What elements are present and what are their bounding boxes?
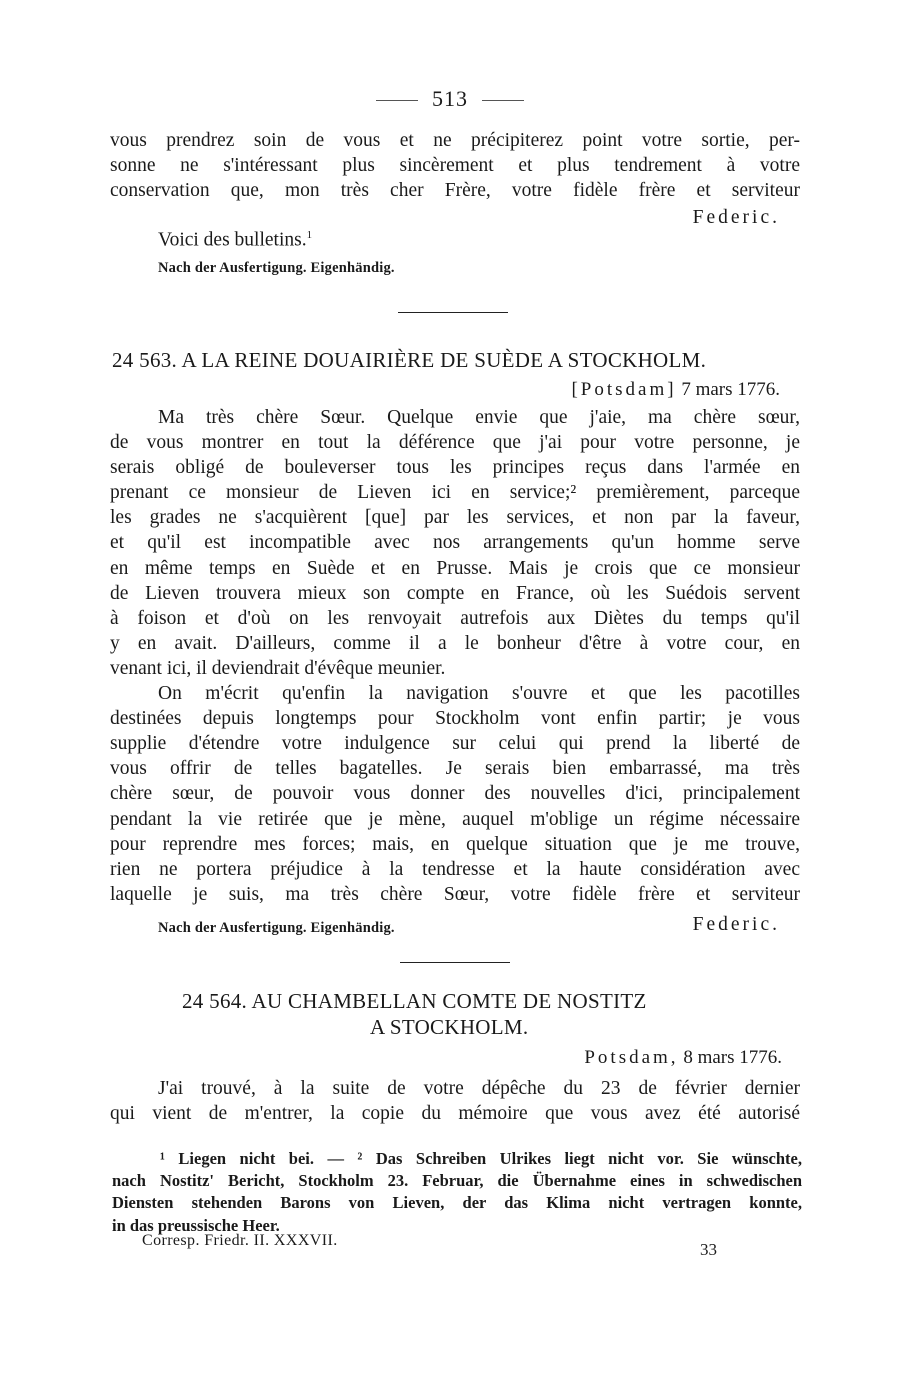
page-number-left-rule	[376, 100, 418, 101]
page-number-right-rule	[482, 100, 524, 101]
section-separator	[400, 962, 510, 963]
text-line: les grades ne s'acquièrent [que] par les services, et non par la faveur,	[110, 507, 800, 529]
text-line: Ma très chère Sœur. Quelque envie que j'aie, ma chère sœur,	[158, 407, 800, 428]
postscript	[158, 229, 312, 252]
page-number-row	[0, 86, 900, 112]
text-line: serais obligé de bouleverser tous les principes reçus dans l'armée en	[110, 457, 800, 479]
page-number: 513	[432, 86, 468, 111]
footnote-line: nach Nostitz' Bericht, Stockholm 23. Februar, die Übernahme eines in schwedischen	[112, 1171, 802, 1191]
text-line: laquelle je suis, ma très chère Sœur, votre fidèle frère et serviteur	[110, 883, 800, 905]
series-footer: Corresp. Friedr. II. XXXVII.	[142, 1232, 338, 1249]
footnote-line: Diensten stehenden Barons von Lieven, der das Klima nicht vertragen konnte,	[112, 1193, 802, 1213]
letter-heading: 24 564. AU CHAMBELLAN COMTE DE NOSTITZ	[182, 989, 647, 1013]
signature: Federic.	[692, 914, 780, 935]
text-line: conservation que, mon très cher Frère, votre fidèle frère et serviteur	[110, 180, 800, 202]
footnote-line: ¹ Liegen nicht bei. — ² Das Schreiben Ulrikes liegt nicht vor. Sie wünschte,	[160, 1149, 802, 1168]
text-line: pour reprendre mes forces; mais, en quelque situation que je me trouve,	[110, 833, 800, 855]
text-line: qui vient de m'entrer, la copie du mémoire que vous avez été autorisé	[110, 1103, 800, 1125]
text-line: chère sœur, de pouvoir vous donner des nouvelles d'ici, principalement	[110, 783, 800, 805]
text-line: prenant ce monsieur de Lieven ici en service;² premièrement, parceque	[110, 482, 800, 504]
section-separator	[398, 312, 508, 313]
text-line: vous offrir de telles bagatelles. Je serais bien embarrassé, ma très	[110, 758, 800, 780]
text-line: et qu'il est incompatible avec nos arrangements qu'un homme serve	[110, 532, 800, 554]
letter-heading-continued: A STOCKHOLM.	[370, 1015, 529, 1039]
text-line: pendant la vie retirée que je mène, auquel m'oblige un régime nécessaire	[110, 808, 800, 830]
dateline-place: Potsdam,	[584, 1047, 679, 1068]
dateline	[520, 1047, 782, 1069]
dateline-place: [Potsdam]	[571, 379, 677, 400]
text-line: de vous montrer en tout la déférence que j'ai pour votre personne, je	[110, 432, 800, 454]
text-line: J'ai trouvé, à la suite de votre dépêche du 23 de février dernier	[158, 1078, 800, 1099]
text-line: destinées depuis longtemps pour Stockholm vont enfin partir; je vous	[110, 708, 800, 730]
dateline-date: 7 mars 1776.	[681, 379, 780, 400]
footnotes	[112, 1148, 802, 1237]
dateline-date: 8 mars 1776.	[683, 1047, 782, 1068]
text-line: rien ne portera préjudice à la tendresse et la haute considération avec	[110, 858, 800, 880]
letter-heading: 24 563. A LA REINE DOUAIRIÈRE DE SUÈDE A STOCKHOLM.	[112, 348, 707, 372]
footnote-mark: 1	[306, 229, 313, 241]
source-note: Nach der Ausfertigung. Eigenhändig.	[158, 260, 395, 276]
text-line: venant ici, il deviendrait d'évêque meunier.	[110, 657, 446, 679]
source-note: Nach der Ausfertigung. Eigenhändig.	[158, 920, 395, 936]
postscript-text: Voici des bulletins.	[158, 229, 307, 251]
text-line: sonne ne s'intéressant plus sincèrement et plus tendrement à votre	[110, 155, 800, 177]
text-line: en même temps en Suède et en Prusse. Mais je crois que ce monsieur	[110, 557, 800, 579]
signature-number: 33	[700, 1240, 717, 1259]
text-line: On m'écrit qu'enfin la navigation s'ouvre et que les pacotilles	[158, 683, 800, 705]
letter-body	[110, 1076, 800, 1126]
signature: Federic.	[692, 207, 780, 228]
text-line: de Lieven trouvera mieux son compte en France, où les Suédois servent	[110, 582, 800, 604]
text-line: à foison et d'où on les renvoyait autrefois aux Diètes du temps qu'il	[110, 607, 800, 629]
text-line: supplie d'étendre votre indulgence sur celui qui prend la liberté de	[110, 733, 800, 755]
footnote-line: in das preussische Heer.	[112, 1215, 280, 1235]
previous-letter-ending	[110, 128, 800, 203]
dateline	[540, 379, 780, 401]
letter-body	[110, 405, 800, 907]
text-line: vous prendrez soin de vous et ne précipiterez point votre sortie, per-	[110, 130, 800, 151]
text-line: y en avait. D'ailleurs, comme il a le bonheur d'être à votre cour, en	[110, 632, 800, 654]
